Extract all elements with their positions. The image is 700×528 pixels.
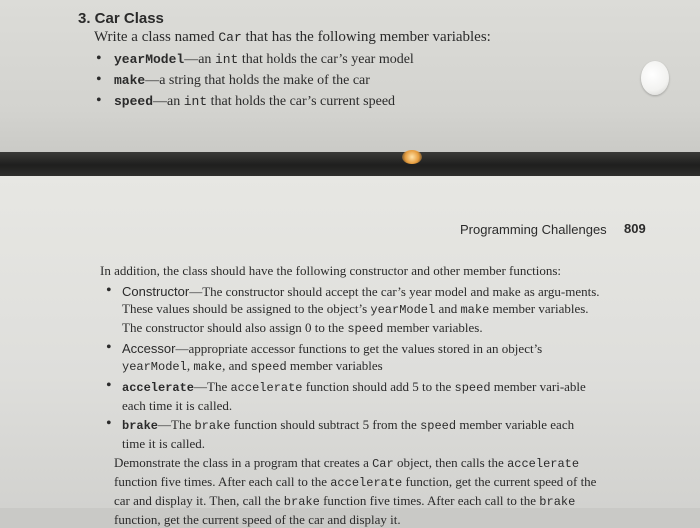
text: function five times. After each call to the bbox=[114, 474, 331, 489]
text: —appropriate accessor functions to get the values stored in an object’s bbox=[175, 341, 543, 356]
code: make bbox=[193, 360, 223, 374]
code: speed bbox=[454, 381, 491, 395]
function-name: Accessor bbox=[122, 341, 176, 356]
list-item bbox=[94, 91, 414, 112]
member-function-list bbox=[100, 283, 600, 452]
list-item bbox=[94, 49, 414, 70]
code: brake bbox=[194, 419, 231, 433]
code: speed bbox=[420, 419, 457, 433]
text: function, get the current speed of the car and display it. bbox=[114, 512, 401, 527]
running-head: Programming Challenges bbox=[460, 222, 607, 237]
var-name: make bbox=[114, 73, 146, 88]
var-type: int bbox=[214, 52, 239, 67]
list-item-accessor bbox=[100, 340, 600, 376]
text: function should subtract 5 from the bbox=[230, 417, 421, 432]
text: object, then calls the bbox=[393, 455, 508, 470]
text: function should add 5 to the bbox=[302, 379, 455, 394]
text: —The bbox=[158, 417, 195, 432]
var-desc: —an bbox=[184, 52, 215, 67]
text: —The bbox=[194, 379, 231, 394]
code: make bbox=[460, 303, 490, 317]
text: function, get the current speed of the car and display it. Then, call the bbox=[114, 474, 597, 508]
text: member vari-able each time it is called. bbox=[122, 379, 586, 413]
exercise-heading: 3. Car Class bbox=[78, 10, 164, 27]
var-desc: —a string that holds the make of the car bbox=[145, 73, 370, 88]
list-item bbox=[94, 70, 414, 91]
code: accelerate bbox=[330, 476, 403, 490]
intro-text: Write a class named bbox=[94, 29, 219, 45]
text: member variables. bbox=[383, 320, 483, 335]
var-desc-end: that holds the car’s year model bbox=[238, 52, 414, 67]
light-glare-icon bbox=[402, 150, 422, 164]
function-name: brake bbox=[122, 419, 159, 433]
text: function five times. After each call to the bbox=[319, 493, 540, 508]
demo-instructions bbox=[114, 454, 600, 528]
intro-text-end: that has the following member variables: bbox=[241, 29, 491, 45]
list-item-constructor bbox=[100, 283, 600, 338]
member-variable-list bbox=[94, 49, 414, 112]
list-item-accelerate bbox=[100, 378, 600, 414]
code: yearModel bbox=[122, 360, 187, 374]
function-name: Constructor bbox=[122, 284, 190, 299]
function-name: accelerate bbox=[122, 381, 195, 395]
code: Car bbox=[372, 457, 394, 471]
list-item-brake bbox=[100, 416, 600, 452]
binder-ring-icon bbox=[641, 61, 669, 95]
code: accelerate bbox=[507, 457, 580, 471]
code: speed bbox=[250, 360, 287, 374]
text: member variables bbox=[286, 358, 383, 373]
intro-code: Car bbox=[218, 30, 242, 45]
var-name: yearModel bbox=[114, 52, 185, 67]
exercise-intro bbox=[94, 29, 491, 46]
var-desc: —an bbox=[153, 94, 184, 109]
previous-page-section bbox=[0, 0, 700, 158]
text: Demonstrate the class in a program that creates a bbox=[114, 455, 373, 470]
var-name: speed bbox=[114, 94, 154, 109]
current-page-section bbox=[0, 176, 700, 527]
page-number: 809 bbox=[624, 221, 646, 236]
code: brake bbox=[283, 495, 320, 509]
text: , bbox=[186, 358, 194, 373]
text: member variables. The constructor should also assign 0 to the bbox=[122, 301, 589, 335]
page-gap-divider bbox=[0, 152, 700, 176]
body-text bbox=[100, 262, 600, 528]
text: member variable each time it is called. bbox=[122, 417, 575, 451]
var-type: int bbox=[183, 94, 208, 109]
code: brake bbox=[539, 495, 576, 509]
text: and bbox=[435, 301, 461, 316]
text: —The constructor should accept the car’s year model and make as argu-ments. These values should be assigned to the object’s bbox=[122, 284, 600, 316]
code: speed bbox=[347, 322, 384, 336]
text: , and bbox=[222, 358, 251, 373]
functions-intro: In addition, the class should have the following constructor and other member functions: bbox=[100, 263, 562, 278]
var-desc-end: that holds the car’s current speed bbox=[207, 94, 396, 109]
code: accelerate bbox=[230, 381, 303, 395]
code: yearModel bbox=[370, 303, 436, 317]
